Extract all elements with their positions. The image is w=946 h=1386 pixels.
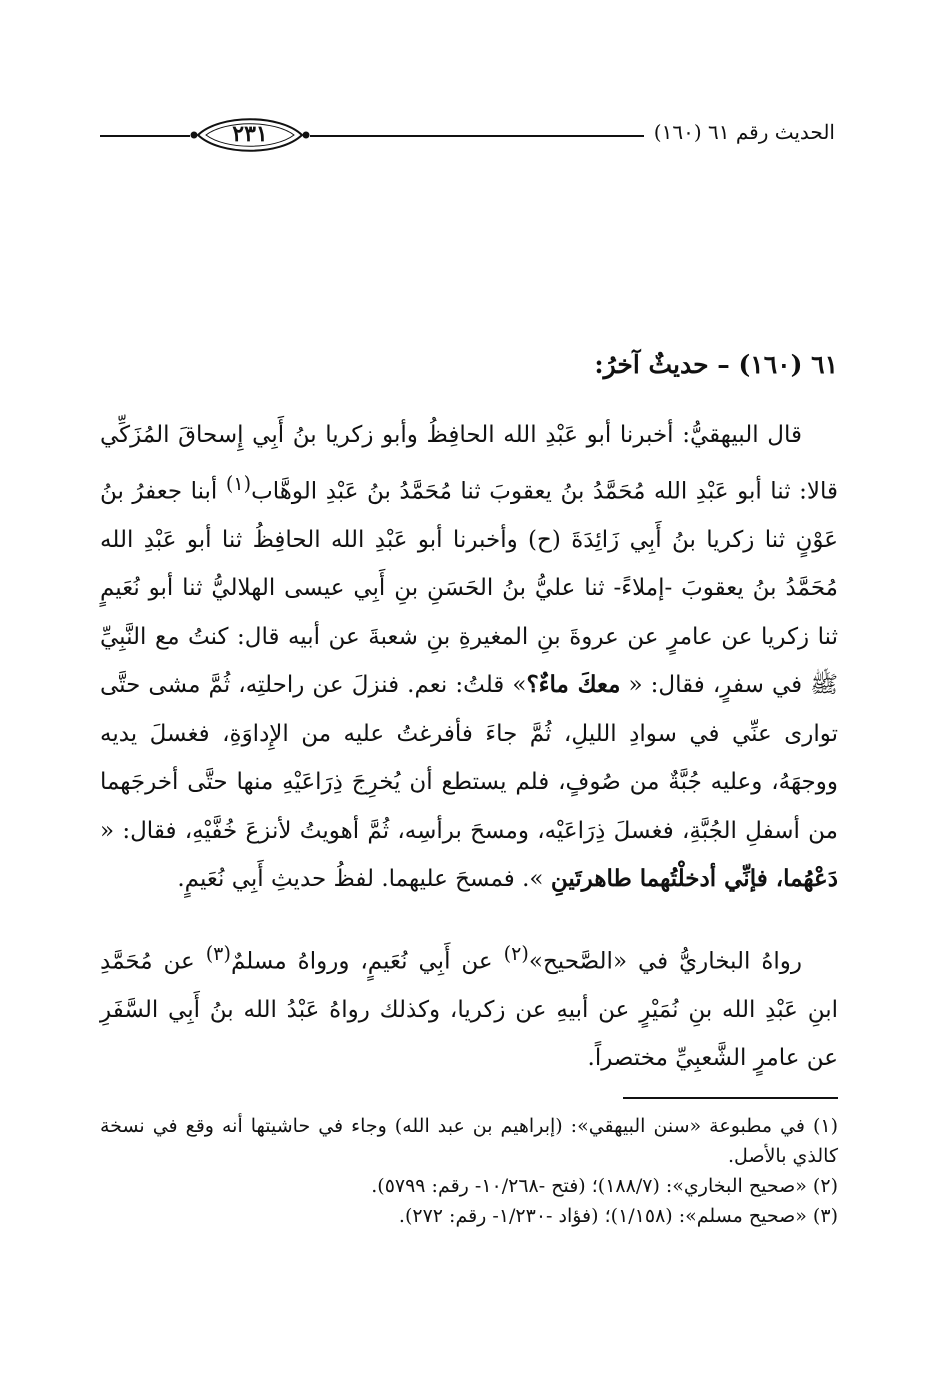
takhrij-text-part: عن مُحَمَّدِ ابنِ عَبْدِ الله بنِ نُمَيْرٍ عن أبيهِ عن زكريا، وكذلك رواهُ عَبْدُ الله بنُ أَبِي السَّفَرِ عن عامرٍ الشَّعبِيِّ مختصراً. — [100, 948, 838, 1072]
takhrij-text-part: رواهُ البخاريُّ في «الصَّحيح» — [528, 948, 803, 975]
footnote-ref: (١) — [225, 471, 252, 495]
takhrij-text-part: عن أَبِي نُعَيمٍ، ورواهُ مسلمٌ — [230, 948, 504, 975]
footnote: (٢) «صحيح البخاري»: (١٨٨/٧)؛ (فتح -١٠/٢٦٨- رقم: ٥٧٩٩). — [371, 1174, 838, 1197]
hadith-text-part: أبنا جعفرُ بنُ عَوْنٍ ثنا زكريا بنُ أَبِي زَائِدَةَ (ح) وأخبرنا أبو عَبْدِ الله الحافِظُ ثنا أبو عَبْدِ الله مُحَمَّدُ بنُ يعقوبَ -إملاءً- ثنا عليُّ بنُ الحَسَنِ بنِ أَبِي عيسى الهلاليُّ ثنا أبو نُعَيمٍ ثنا زكريا عن عامرٍ عن عروةَ بنِ المغيرةِ بنِ شعبةَ عن أبيه قال: كنتُ مع النَّبِيِّ ﷺ في سفرٍ، فقال: « — [100, 478, 838, 699]
hadith-heading: ٦١ (١٦٠) – حديثٌ آخرُ: — [594, 350, 838, 379]
page-header — [100, 112, 835, 158]
footnote-ref: (٣) — [205, 941, 231, 965]
footnote: (٣) «صحيح مسلم»: (١/١٥٨)؛ (فؤاد -١/٢٣٠- رقم: ٢٧٢). — [398, 1204, 838, 1227]
footnotes — [100, 1111, 838, 1231]
prophetic-quote: دَعْهُما، فإنِّي أدخلْتُهما طاهرتَينِ — [550, 865, 838, 893]
hadith-text-part: ». فمسحَ عليهما. لفظُ حديثِ أَبِي نُعَيمٍ. — [177, 866, 551, 893]
takhrij-paragraph — [100, 930, 838, 1083]
footnote-divider — [623, 1097, 838, 1099]
hadith-text-part: قال البيهقيُّ: أخبرنا أبو عَبْدِ الله الحافِظُ وأبو زكريا بنُ أَبِي إِسحاقَ المُزَكِّي قالا: ثنا أبو عَبْدِ الله مُحَمَّدُ بنُ يعقوبَ ثنا مُحَمَّدُ بنُ عَبْدِ الوهَّاب — [100, 422, 838, 505]
prophetic-quote: معكَ ماءٌ؟ — [526, 671, 621, 699]
hadith-text-part: » قلتُ: نعم. فنزلَ عن راحلتِه، ثُمَّ مشى حتَّى توارى عنِّي في سوادِ الليلِ، ثُمَّ جاءَ فأفرغتُ عليه من الإِداوَةِ، فغسلَ يديه ووجهَهُ، وعليه جُبَّةٌ من صُوفٍ، فلم يستطع أن يُخرِجَ ذِرَاعَيْهِ منها حتَّى أخرجَهما من أسفلِ الجُبَّةِ، فغسلَ ذِرَاعَيْه، ومسحَ برأسِه، ثُمَّ أهويتُ لأنزعَ خُفَّيْهِ، فقال: « — [100, 672, 838, 844]
running-title: الحديث رقم ٦١ (١٦٠) — [644, 120, 835, 144]
page-number: ٢٣١ — [232, 121, 268, 147]
footnote-ref: (٢) — [503, 941, 529, 965]
hadith-paragraph — [100, 411, 838, 904]
page-content — [100, 345, 838, 1231]
footnote: (١) في مطبوعة «سنن البيهقي»: (إبراهيم بن عبد الله) وجاء في حاشيتها أنه وقع في نسخة كالذي بالأصل. — [100, 1114, 838, 1167]
